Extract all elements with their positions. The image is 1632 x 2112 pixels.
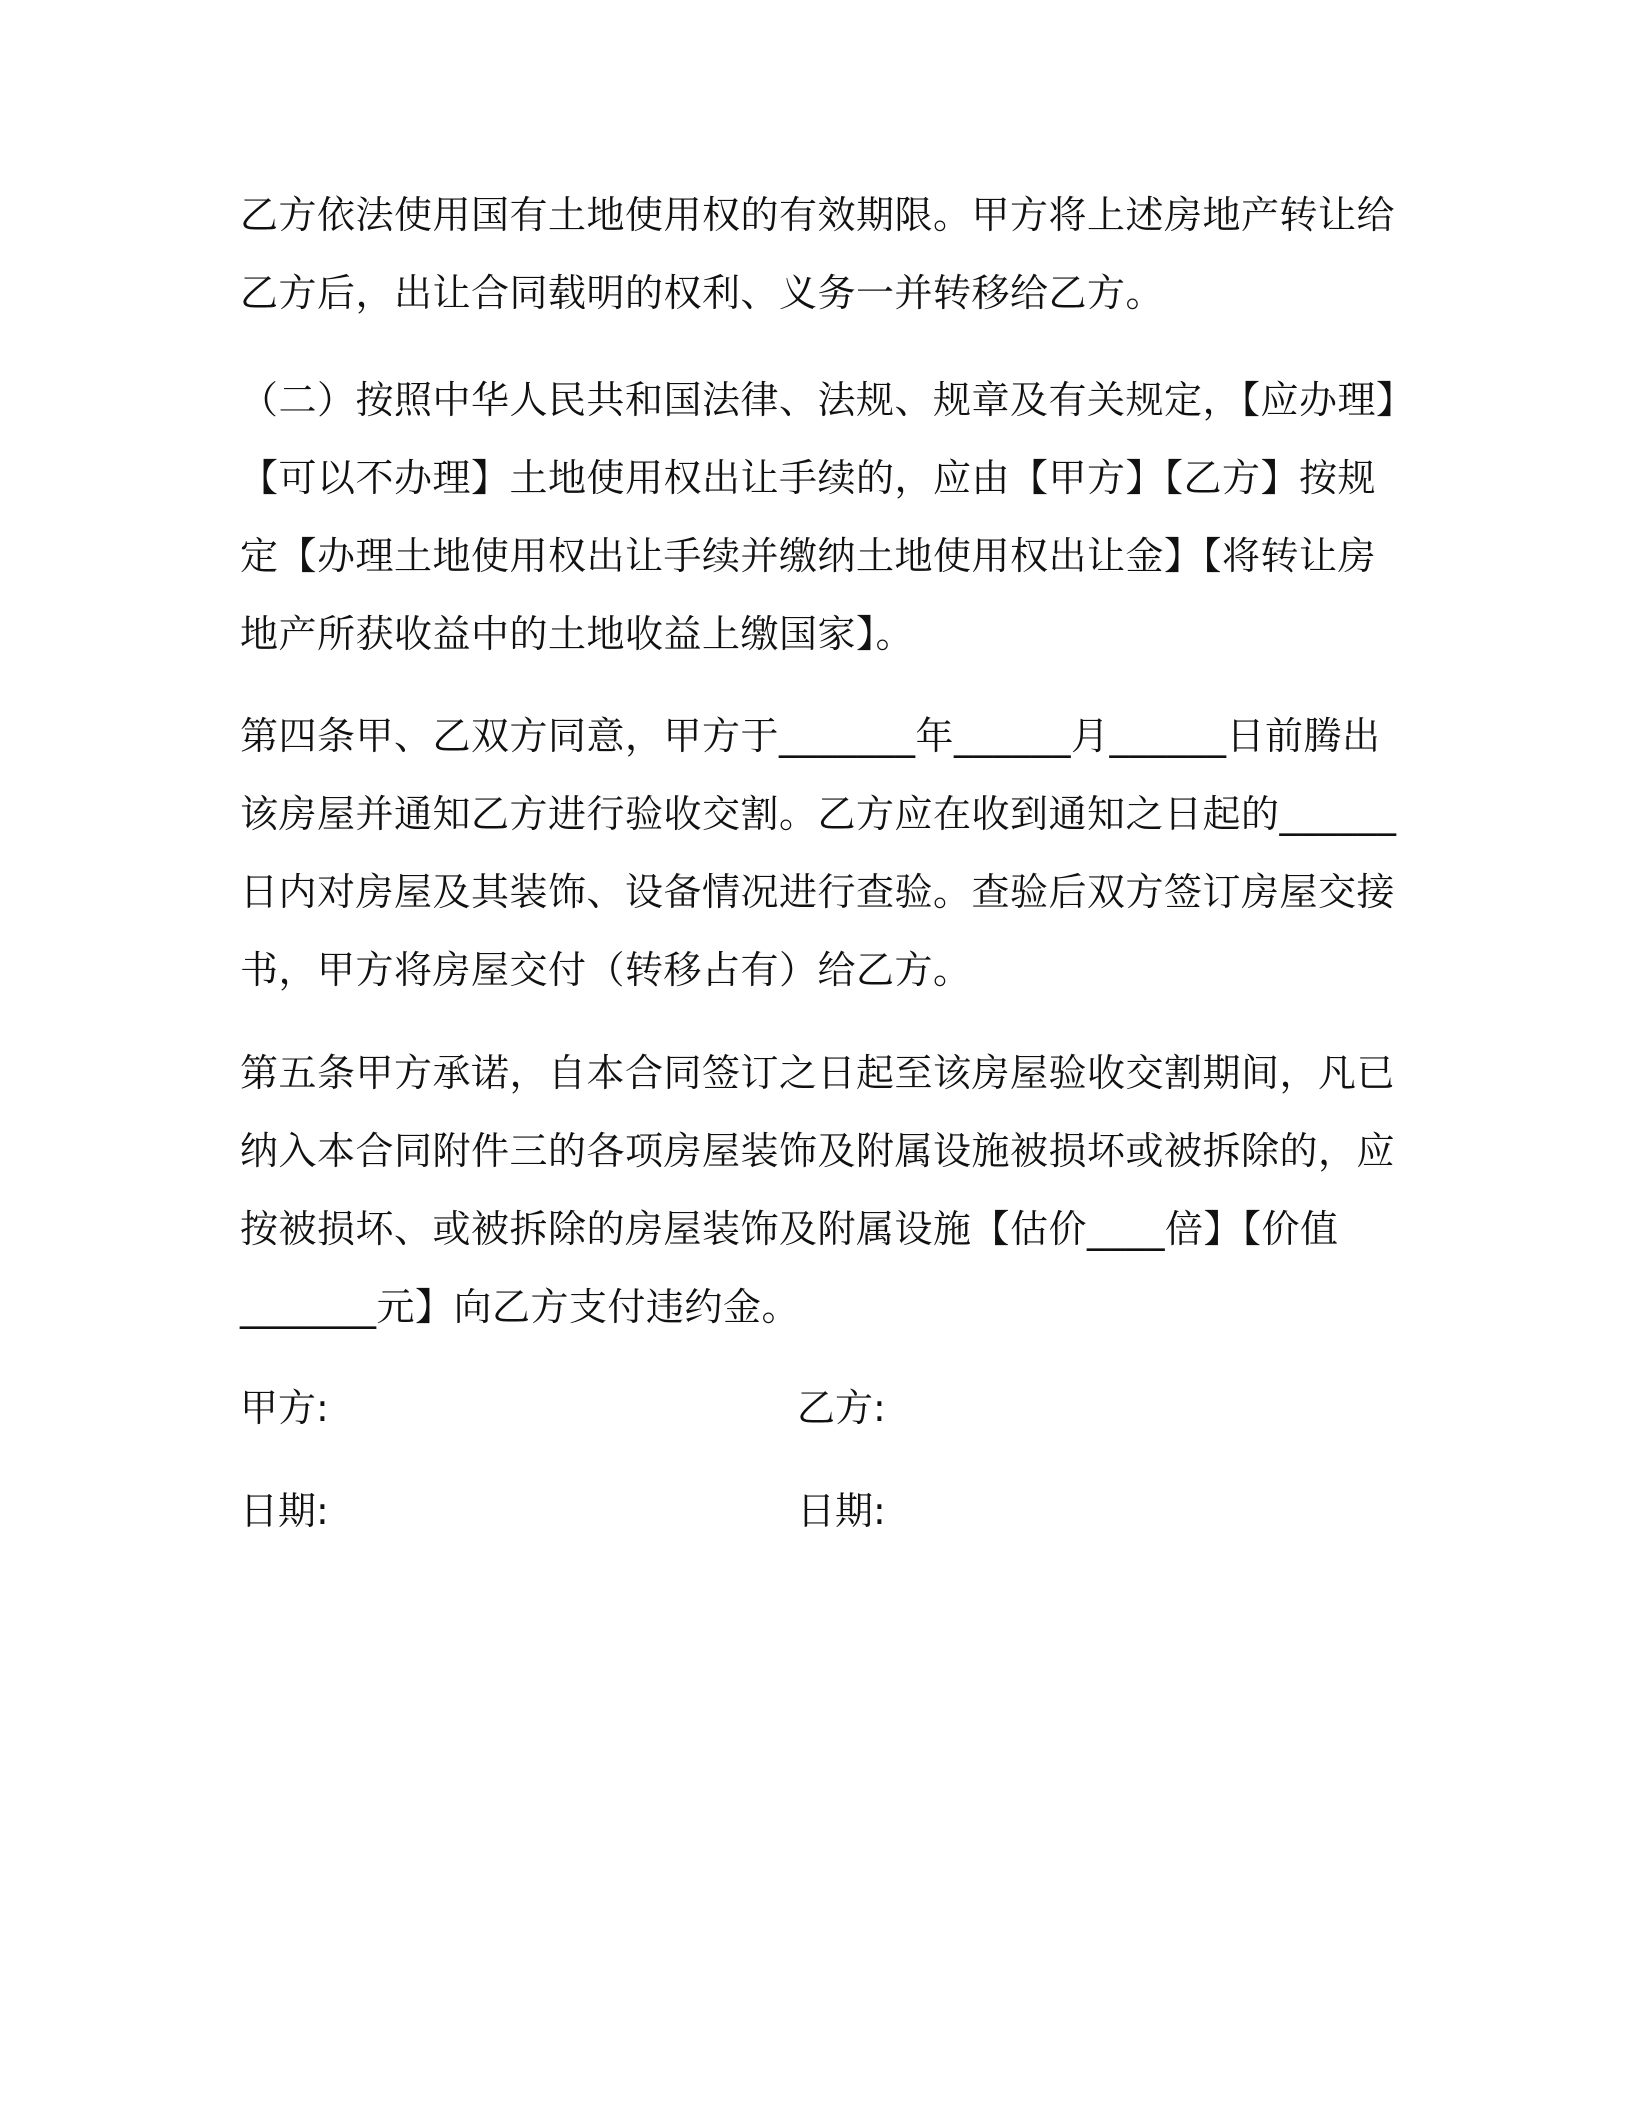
date-party-b-label: 日期: (797, 1489, 886, 1533)
text-line: 纳入本合同附件三的各项房屋装饰及附属设施被损坏或被拆除的，应 (240, 1129, 1396, 1173)
signature-party-b-label: 乙方: (797, 1386, 886, 1430)
text-line: 按被损坏、或被拆除的房屋装饰及附属设施【估价____倍】【价值 (240, 1207, 1339, 1251)
text-line: 定【办理土地使用权出让手续并缴纳土地使用权出让金】【将转让房 (240, 534, 1377, 578)
text-line: 地产所获收益中的土地收益上缴国家】。 (240, 612, 915, 656)
text-line: 书，甲方将房屋交付（转移占有）给乙方。 (240, 948, 972, 992)
text-line: 乙方后，出让合同载明的权利、义务一并转移给乙方。 (240, 271, 1165, 315)
text-line: 【可以不办理】土地使用权出让手续的，应由【甲方】【乙方】按规 (240, 456, 1377, 500)
text-line: _______元】向乙方支付违约金。 (240, 1285, 801, 1329)
text-line: （二）按照中华人民共和国法律、法规、规章及有关规定，【应办理】 (240, 378, 1415, 422)
signature-party-a-label: 甲方: (240, 1386, 329, 1430)
text-line: 第四条甲、乙双方同意，甲方于_______年______月______日前腾出 (240, 714, 1381, 758)
text-line: 第五条甲方承诺，自本合同签订之日起至该房屋验收交割期间，凡已 (240, 1051, 1396, 1095)
text-line: 日内对房屋及其装饰、设备情况进行查验。查验后双方签订房屋交接 (240, 870, 1396, 914)
text-line: 乙方依法使用国有土地使用权的有效期限。甲方将上述房地产转让给 (240, 193, 1396, 237)
date-party-a-label: 日期: (240, 1489, 329, 1533)
text-line: 该房屋并通知乙方进行验收交割。乙方应在收到通知之日起的______ (240, 792, 1397, 836)
